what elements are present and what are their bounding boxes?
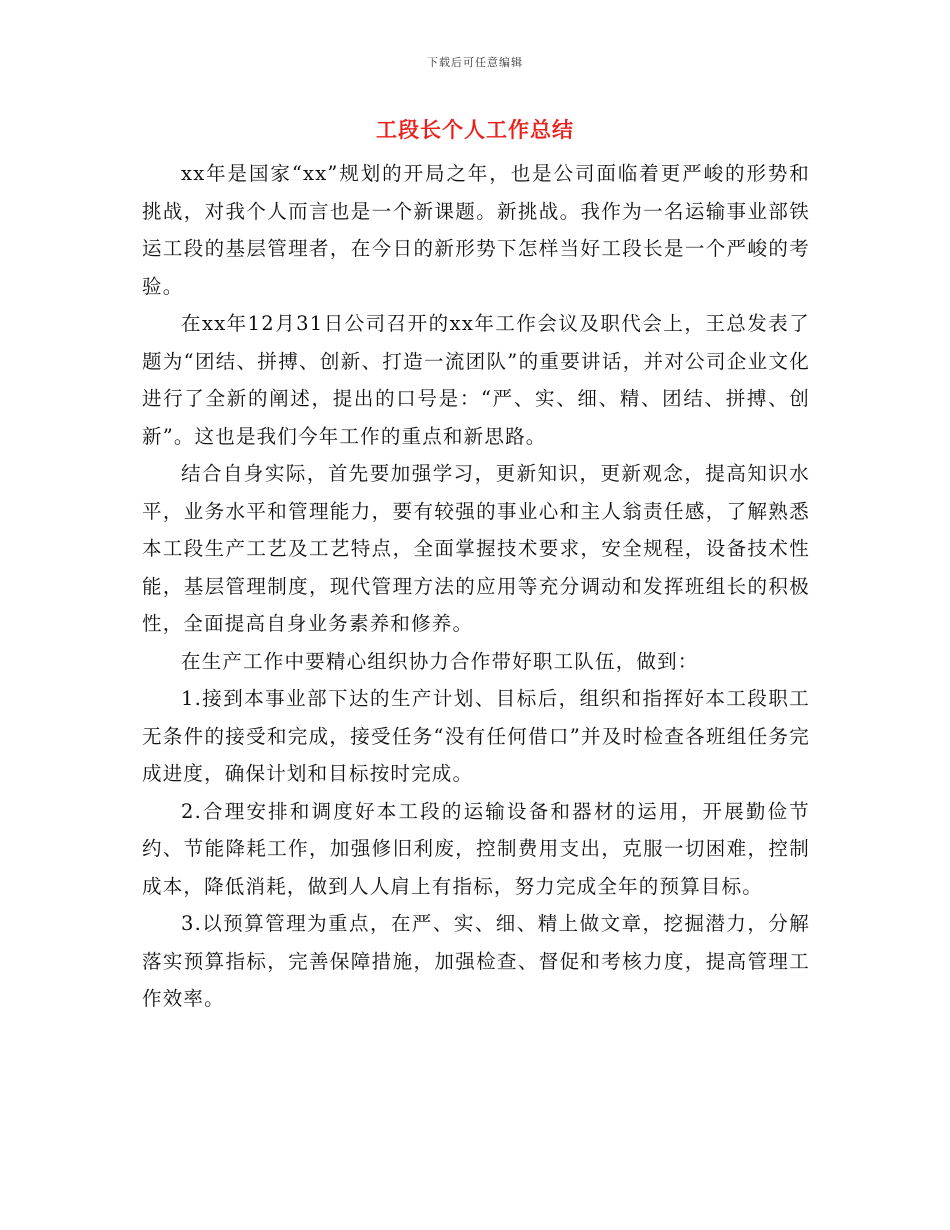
paragraph-item-3: 3.以预算管理为重点，在严、实、细、精上做文章，挖掘潜力，分解落实预算指标，完善保障措施，加强检查、督促和考核力度，提高管理工作效率。 [142,912,810,1010]
paragraph-production-lead: 在生产工作中要精心组织协力合作带好职工队伍，做到： [181,649,699,673]
paragraph-item-1: 1.接到本事业部下达的生产计划、目标后，组织和指挥好本工段职工无条件的接受和完成，接受任务“没有任何借口”并及时检查各班组任务完成进度，确保计划和目标按时完成。 [142,687,810,785]
paragraph-item-2: 2.合理安排和调度好本工段的运输设备和器材的运用，开展勤俭节约、节能降耗工作，加强修旧利废，控制费用支出，克服一切困难，控制成本，降低消耗，做到人人肩上有指标，努力完成全年的预算目标。 [142,799,810,898]
paragraph-self-study: 结合自身实际，首先要加强学习，更新知识，更新观念，提高知识水平，业务水平和管理能力，要有较强的事业心和主人翁责任感，了解熟悉本工段生产工艺及工艺特点，全面掌握技术要求，安全规程，设备技术性能，基层管理制度，现代管理方法的应用等充分调动和发挥班组长的积极性，全面提高自身业务素养和修养。 [142,462,810,635]
paragraph-meeting: 在xx年12月31日公司召开的xx年工作会议及职代会上，王总发表了题为“团结、拼搏、创新、打造一流团队”的重要讲话，并对公司企业文化进行了全新的阐述，提出的口号是：“严、实、细、精、团结、拼搏、创新”。这也是我们今年工作的重点和新思路。 [142,312,810,448]
document-body [142,155,810,1018]
header-note: 下载后可任意编辑 [427,56,523,69]
paragraph-intro: xx年是国家“xx”规划的开局之年，也是公司面临着更严峻的形势和挑战，对我个人而言也是一个新课题。新挑战。我作为一名运输事业部铁运工段的基层管理者，在今日的新形势下怎样当好工段长是一个严峻的考验。 [142,162,810,298]
document-title: 工段长个人工作总结 [376,117,574,142]
